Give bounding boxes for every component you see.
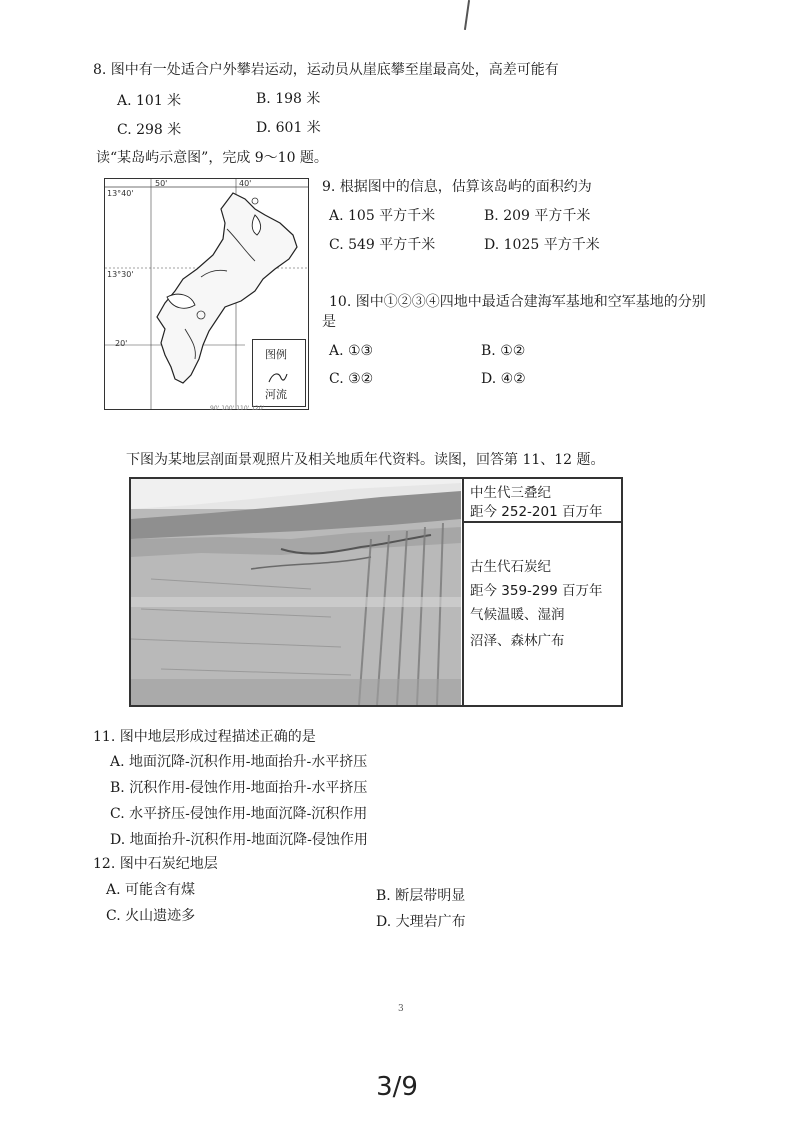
lower-environment: 沼泽、森林广布: [470, 633, 565, 649]
q12-option-a: A. 可能含有煤: [106, 882, 196, 898]
lon-left-label: 50': [155, 179, 168, 188]
q8-option-a: A. 101 米: [117, 93, 182, 109]
lower-climate: 气候温暖、湿润: [470, 607, 565, 623]
river-symbol-icon: [267, 370, 289, 384]
q11-stem: 11. 图中地层形成过程描述正确的是: [93, 729, 316, 745]
q8-option-b: B. 198 米: [256, 91, 321, 107]
q12-option-d: D. 大理岩广布: [376, 914, 466, 930]
q10-option-d: D. ④②: [481, 371, 526, 387]
q10-option-c: C. ③②: [329, 371, 374, 387]
legend-river-label: 河流: [265, 388, 287, 401]
q10-option-a: A. ①③: [329, 343, 374, 359]
q11-option-d: D. 地面抬升-沉积作用-地面沉降-侵蚀作用: [110, 832, 368, 848]
lower-stratum-info: [462, 523, 623, 705]
map-footnote: 90' 100' 110' 120': [210, 405, 265, 412]
lat-top-label: 13°40': [107, 189, 134, 198]
upper-age: 距今 252-201 百万年: [470, 504, 603, 520]
legend-title: 图例: [265, 348, 287, 361]
strata-photo: [131, 479, 461, 705]
upper-stratum-info: [462, 479, 623, 523]
upper-era: 中生代三叠纪: [470, 485, 551, 501]
map-legend: [252, 339, 306, 407]
q11-option-b: B. 沉积作用-侵蚀作用-地面抬升-水平挤压: [110, 780, 368, 796]
island-map: [104, 178, 309, 410]
q9-option-b: B. 209 平方千米: [484, 208, 591, 224]
q9-stem: 9. 根据图中的信息，估算该岛屿的面积约为: [322, 179, 592, 195]
q12-option-c: C. 火山遗迹多: [106, 908, 196, 924]
q10-stem-line2: 是: [322, 314, 336, 330]
lat-mid-label: 13°30': [107, 270, 134, 279]
lon-right-label: 40': [239, 179, 252, 188]
intro-9-10: 读“某岛屿示意图”，完成 9～10 题。: [96, 150, 328, 166]
page-indicator: 3/9: [376, 1072, 418, 1102]
q9-option-c: C. 549 平方千米: [329, 237, 436, 253]
q12-option-b: B. 断层带明显: [376, 888, 466, 904]
q10-stem-line1: 10. 图中①②③④四地中最适合建海军基地和空军基地的分别: [329, 294, 706, 310]
q11-option-c: C. 水平挤压-侵蚀作用-地面沉降-沉积作用: [110, 806, 368, 822]
q8-option-c: C. 298 米: [117, 122, 182, 138]
q10-option-b: B. ①②: [481, 343, 526, 359]
lower-age: 距今 359-299 百万年: [470, 583, 603, 599]
strata-figure: [129, 477, 623, 707]
strata-photo-drawing: [131, 479, 461, 705]
lower-era: 古生代石炭纪: [470, 559, 551, 575]
intro-11-12: 下图为某地层剖面景观照片及相关地质年代资料。读图，回答第 11、12 题。: [126, 452, 605, 468]
page-number: 3: [398, 1004, 404, 1014]
q9-option-d: D. 1025 平方千米: [484, 237, 600, 253]
q12-stem: 12. 图中石炭纪地层: [93, 856, 218, 872]
q8-option-d: D. 601 米: [256, 120, 321, 136]
q9-option-a: A. 105 平方千米: [329, 208, 436, 224]
q8-stem: 8. 图中有一处适合户外攀岩运动，运动员从崖底攀至崖最高处，高差可能有: [93, 62, 559, 78]
scan-mark: [464, 0, 470, 30]
q11-option-a: A. 地面沉降-沉积作用-地面抬升-水平挤压: [110, 754, 368, 770]
lat-bot-label: 20': [115, 339, 128, 348]
